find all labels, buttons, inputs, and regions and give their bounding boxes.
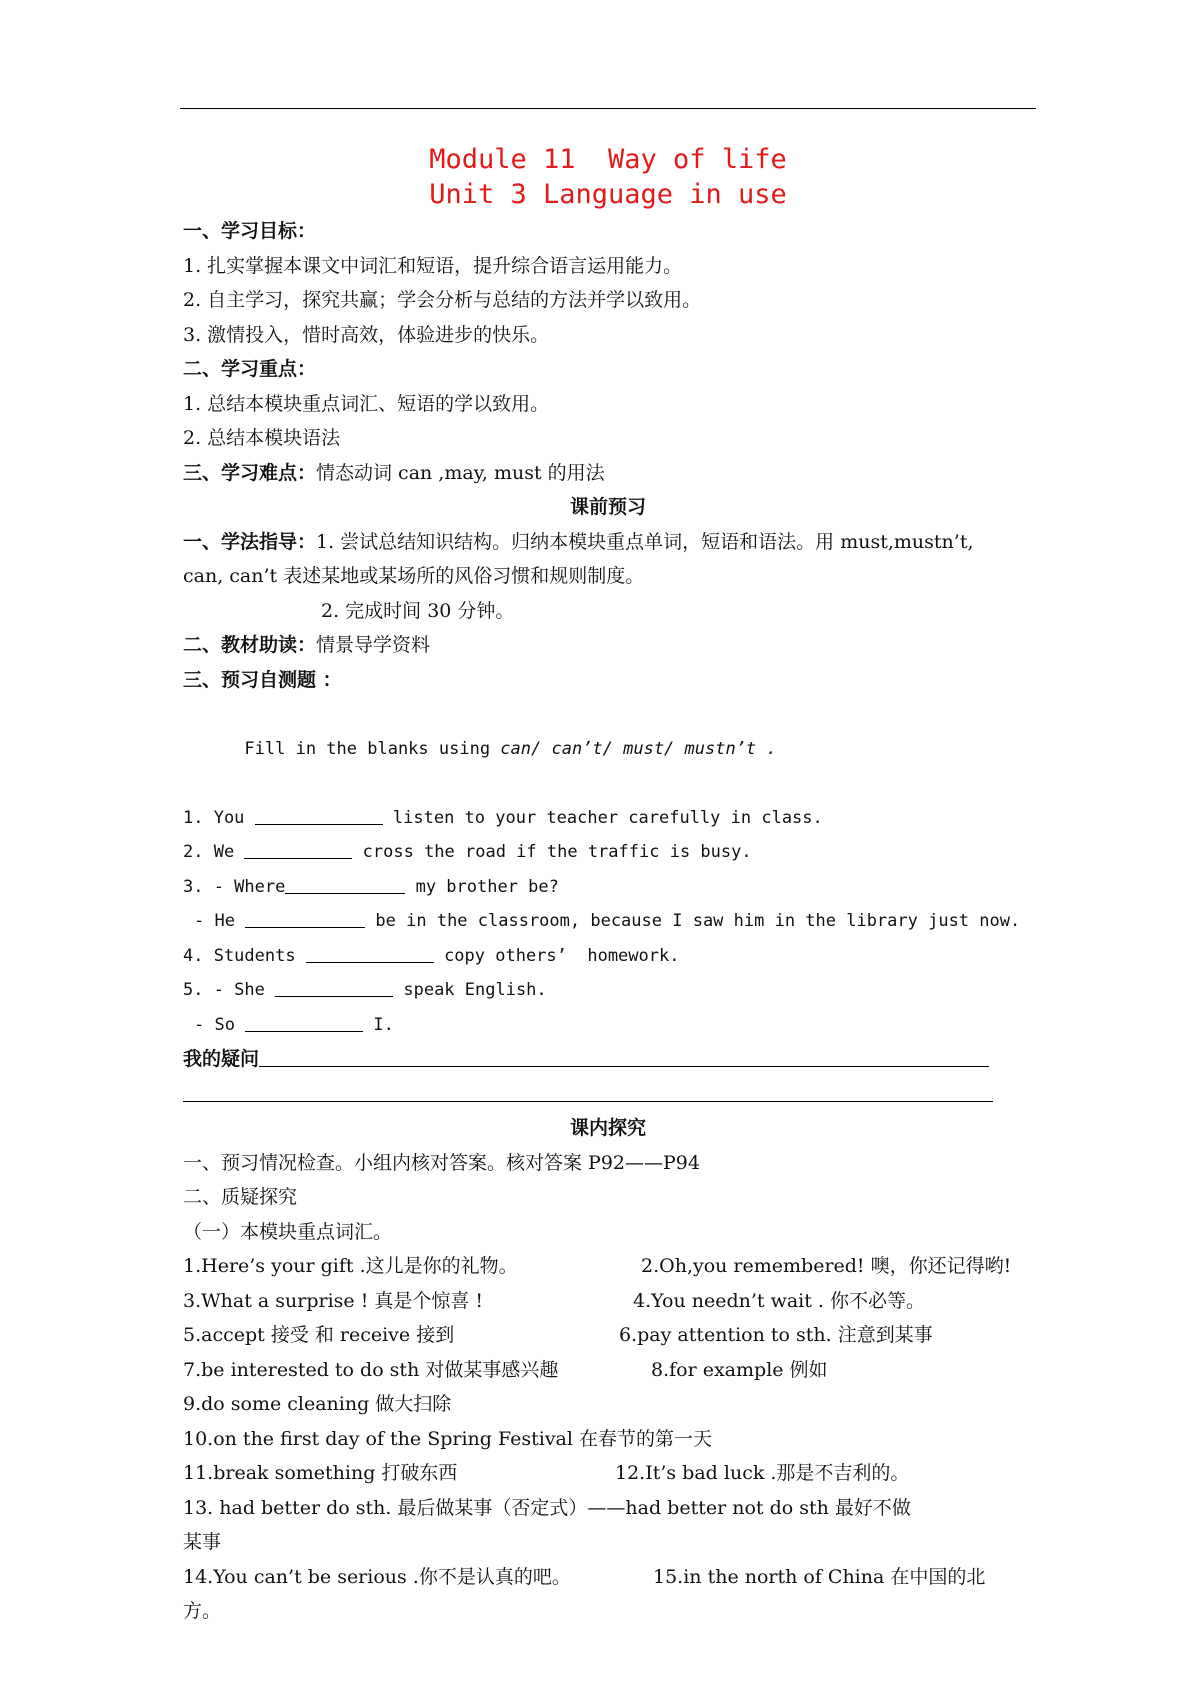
exercise-q3 xyxy=(183,870,1033,905)
vocab-item: 13. had better do sth. 最后做某事（否定式）——had better not do sth 最好不做 xyxy=(183,1496,911,1519)
exercise-q4 xyxy=(183,939,1033,974)
vocab-item: 14.You can’t be serious .你不是认真的吧。 xyxy=(183,1565,571,1588)
vocab-item: 15.in the north of China 在中国的北 xyxy=(653,1565,986,1588)
questions-line-2 xyxy=(183,1077,1033,1112)
blank-q5-reply[interactable] xyxy=(245,1011,363,1032)
q3-suffix: my brother be? xyxy=(405,876,559,897)
blank-q3-reply[interactable] xyxy=(245,907,365,928)
content-body xyxy=(183,142,1033,1629)
preview-heading: 课前预习 xyxy=(569,496,646,518)
title-module: Module 11 Way of life xyxy=(429,144,787,175)
exercise-q1 xyxy=(183,801,1033,836)
instruction-words: can/ can’t/ must/ mustn’t . xyxy=(500,738,777,759)
key-point-item: 2. 总结本模块语法 xyxy=(183,427,341,449)
vocab-row xyxy=(183,1560,1033,1595)
questions-label: 我的疑问 xyxy=(183,1048,260,1070)
q1-suffix: listen to your teacher carefully in class. xyxy=(382,807,823,828)
objective-item: 3. 激情投入，惜时高效，体验进步的快乐。 xyxy=(183,323,550,346)
inquiry-sub1: （一）本模块重点词汇。 xyxy=(183,1220,393,1243)
vocab-row xyxy=(183,1353,1033,1388)
q1-prefix: 1. You xyxy=(183,807,255,828)
exercise-q5-reply xyxy=(183,1008,1033,1043)
q3-prefix: 3. - Where xyxy=(183,876,286,897)
vocab-item: 9.do some cleaning 做大扫除 xyxy=(183,1393,452,1415)
questions-line xyxy=(183,1042,1033,1077)
difficulties-line xyxy=(183,456,1033,491)
objectives-heading: 一、学习目标： xyxy=(183,220,317,242)
vocab-item: 4.You needn’t wait . 你不必等。 xyxy=(633,1289,925,1312)
vocab-item: 10.on the first day of the Spring Festival 在春节的第一天 xyxy=(183,1427,713,1450)
q3-reply-prefix: - He xyxy=(194,911,246,931)
method-line-2: can, can’t 表述某地或某场所的风俗习惯和规则制度。 xyxy=(183,565,645,587)
vocab-item: 8.for example 例如 xyxy=(651,1358,828,1381)
reading-heading: 二、教材助读： xyxy=(183,634,317,656)
q5-prefix: 5. - She xyxy=(183,980,276,1000)
vocab-item: 1.Here’s your gift .这儿是你的礼物。 xyxy=(183,1255,518,1277)
method-text: 1. 尝试总结知识结构。归纳本模块重点单词，短语和语法。用 must,mustn’t, xyxy=(316,530,974,553)
blank-q5[interactable] xyxy=(275,976,393,997)
vocab-item: 3.What a surprise ! 真是个惊喜 ! xyxy=(183,1289,484,1312)
vocab-item: 方。 xyxy=(183,1600,222,1622)
vocab-row xyxy=(183,1249,1033,1284)
vocab-row xyxy=(183,1284,1033,1319)
q4-suffix: copy others’ homework. xyxy=(433,945,680,966)
q2-prefix: 2. We xyxy=(183,842,245,862)
reading-line xyxy=(183,628,1033,663)
vocab-row xyxy=(183,1318,1033,1353)
vocab-item: 5.accept 接受 和 receive 接到 xyxy=(183,1324,455,1346)
test-heading: 三、预习自测题 ： xyxy=(183,668,342,691)
q5-suffix: speak English. xyxy=(393,980,547,1000)
key-point-item: 1. 总结本模块重点词汇、短语的学以致用。 xyxy=(183,392,550,415)
blank-q2[interactable] xyxy=(244,838,352,859)
q5-reply-prefix: - So xyxy=(194,1014,246,1035)
header-rule xyxy=(180,108,1036,109)
vocab-item: 6.pay attention to sth. 注意到某事 xyxy=(619,1324,933,1346)
objective-item: 1. 扎实掌握本课文中词汇和短语，提升综合语言运用能力。 xyxy=(183,254,683,277)
questions-blank[interactable] xyxy=(259,1046,989,1067)
method-line-1 xyxy=(183,525,1033,560)
blank-q3[interactable] xyxy=(285,873,405,894)
instruction-prefix: Fill in the blanks using xyxy=(244,738,501,759)
exercise-instruction xyxy=(183,697,1033,801)
difficulties-text: 情态动词 can ,may, must 的用法 xyxy=(316,461,605,484)
q2-suffix: cross the road if the traffic is busy. xyxy=(352,842,752,862)
method-line-3: 2. 完成时间 30 分钟。 xyxy=(321,599,515,622)
difficulties-heading: 三、学习难点： xyxy=(183,461,317,484)
vocab-item: 某事 xyxy=(183,1531,222,1553)
vocab-item: 11.break something 打破东西 xyxy=(183,1462,458,1484)
method-heading: 一、学法指导： xyxy=(183,530,317,553)
title-unit: Unit 3 Language in use xyxy=(429,179,787,210)
vocab-row xyxy=(183,1456,1033,1491)
q3-reply-suffix: be in the classroom, because I saw him in the library just now. xyxy=(365,911,1021,931)
exercise-q3-reply xyxy=(183,904,1033,939)
inquiry-heading: 课内探究 xyxy=(569,1117,646,1139)
objective-item: 2. 自主学习，探究共赢；学会分析与总结的方法并学以致用。 xyxy=(183,289,702,311)
inquiry-step2: 二、质疑探究 xyxy=(183,1186,298,1208)
vocab-item: 2.Oh,you remembered! 噢，你还记得哟! xyxy=(641,1255,1012,1277)
vocab-item: 12.It’s bad luck .那是不吉利的。 xyxy=(615,1462,910,1484)
blank-q4[interactable] xyxy=(306,942,434,963)
blank-q1[interactable] xyxy=(255,804,383,825)
exercise-q5 xyxy=(183,973,1033,1008)
vocab-item: 7.be interested to do sth 对做某事感兴趣 xyxy=(183,1358,559,1381)
reading-text: 情景导学资料 xyxy=(316,634,431,656)
q5-reply-suffix: I. xyxy=(363,1014,394,1035)
q4-prefix: 4. Students xyxy=(183,945,306,966)
key-points-heading: 二、学习重点： xyxy=(183,358,317,380)
inquiry-step1: 一、预习情况检查。小组内核对答案。核对答案 P92——P94 xyxy=(183,1151,700,1174)
questions-blank-2[interactable] xyxy=(183,1081,993,1102)
exercise-q2 xyxy=(183,835,1033,870)
